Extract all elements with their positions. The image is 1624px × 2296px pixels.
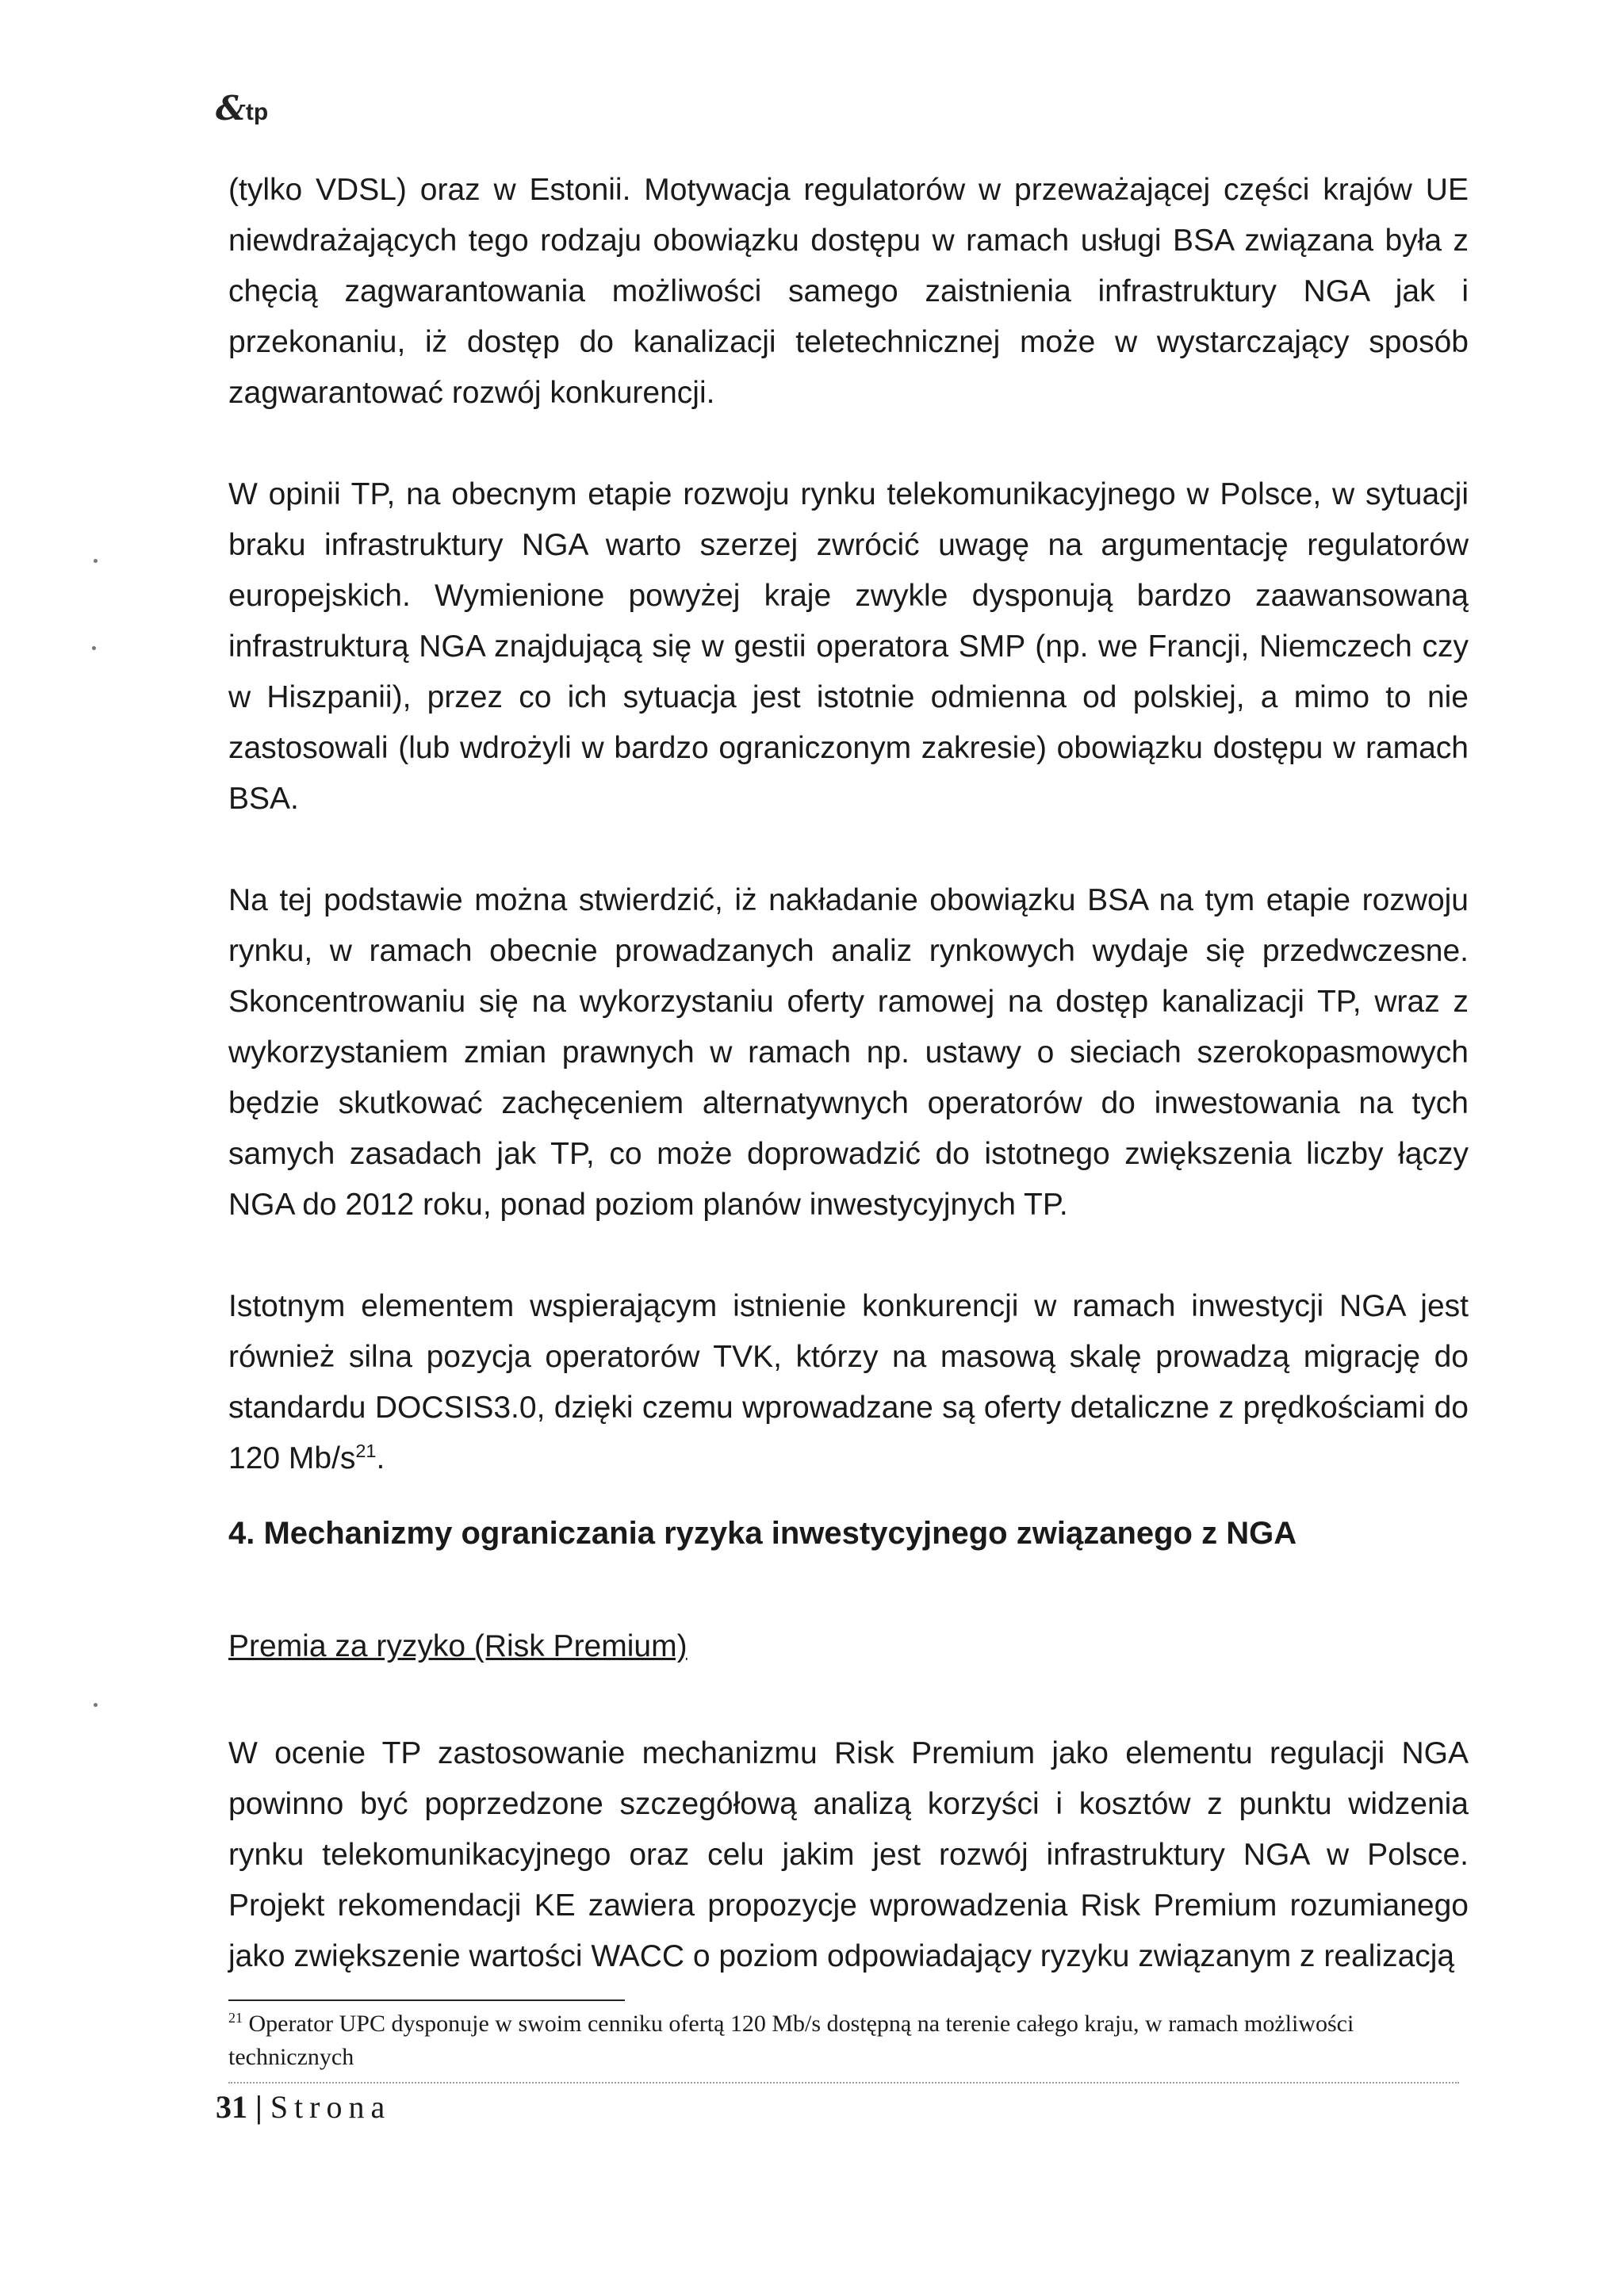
footer-divider	[228, 2082, 1459, 2084]
section-title: Mechanizmy ograniczania ryzyka inwestycyjnego związanego z NGA	[263, 1516, 1297, 1551]
paragraph-text: Istotnym elementem wspierającym istnienie konkurencji w ramach inwestycji NGA jest również silna pozycja operatorów TVK, którzy na masową skalę prowadzą migrację do standardu DOCSIS3.0, dzięki czemu wprowadzane są oferty detaliczne z prędkościami do 120 Mb/s	[228, 1289, 1469, 1475]
footnote	[228, 2007, 1469, 2074]
company-logo	[216, 89, 268, 128]
body-text	[228, 165, 1469, 1484]
paragraph: (tylko VDSL) oraz w Estonii. Motywacja regulatorów w przeważającej części krajów UE niewdrażających tego rodzaju obowiązku dostępu w ramach usługi BSA związana była z chęcią zagwarantowania możliwości samego zaistnienia infrastruktury NGA jak i przekonaniu, iż dostęp do kanalizacji teletechnicznej może w wystarczający sposób zagwarantować rozwój konkurencji.	[228, 173, 1469, 410]
section-heading	[228, 1508, 1469, 1559]
logo-ampersand-icon: &	[216, 89, 246, 128]
footnote-text: Operator UPC dysponuje w swoim cenniku ofertą 120 Mb/s dostępną na terenie całego kraju, w ramach możliwości technicznych	[228, 2011, 1354, 2070]
footnote-number: 21	[228, 2010, 243, 2026]
paragraph: W ocenie TP zastosowanie mechanizmu Risk Premium jako elementu regulacji NGA powinno być poprzedzone szczegółową analizą korzyści i kosztów z punktu widzenia rynku telekomunikacyjnego oraz celu jakim jest rozwój infrastruktury NGA w Polsce. Projekt rekomendacji KE zawiera propozycje wprowadzenia Risk Premium rozumianego jako zwiększenie wartości WACC o poziom odpowiadający ryzyku związanym z realizacją	[228, 1736, 1469, 1973]
paragraph	[228, 1281, 1469, 1484]
paragraph: W opinii TP, na obecnym etapie rozwoju rynku telekomunikacyjnego w Polsce, w sytuacji braku infrastruktury NGA warto szerzej zwrócić uwagę na argumentację regulatorów europejskich. Wymienione powyżej kraje zwykle dysponują bardzo zaawansowaną infrastrukturą NGA znajdującą się w gestii operatora SMP (np. we Francji, Niemczech czy w Hiszpanii), przez co ich sytuacja jest istotnie odmienna od polskiej, a mimo to nie zastosowali (lub wdrożyli w bardzo ograniczonym zakresie) obowiązku dostępu w ramach BSA.	[228, 477, 1469, 816]
footnote-divider	[228, 1999, 625, 2001]
section-body	[228, 1728, 1469, 1982]
scan-dot	[94, 559, 98, 563]
paragraph-end: .	[376, 1441, 385, 1475]
section-subheading: Premia za ryzyko (Risk Premium)	[228, 1629, 688, 1663]
section-number: 4.	[228, 1516, 255, 1551]
page-footer	[216, 2085, 391, 2130]
scan-dot	[92, 646, 96, 650]
logo-text: tp	[245, 99, 269, 125]
footnote-reference: 21	[355, 1441, 377, 1461]
scan-dot	[94, 1703, 98, 1707]
page-label: Strona	[270, 2089, 392, 2125]
paragraph: Na tej podstawie można stwierdzić, iż nakładanie obowiązku BSA na tym etapie rozwoju rynku, w ramach obecnie prowadzanych analiz rynkowych wydaje się przedwczesne. Skoncentrowaniu się na wykorzystaniu oferty ramowej na dostęp kanalizacji TP, wraz z wykorzystaniem zmian prawnych w ramach np. ustawy o sieciach szerokopasmowych będzie skutkować zachęceniem alternatywnych operatorów do inwestowania na tych samych zasadach jak TP, co może doprowadzić do istotnego zwiększenia liczby łączy NGA do 2012 roku, ponad poziom planów inwestycyjnych TP.	[228, 883, 1469, 1222]
page-number: 31	[216, 2089, 247, 2125]
footer-separator: |	[255, 2089, 262, 2125]
